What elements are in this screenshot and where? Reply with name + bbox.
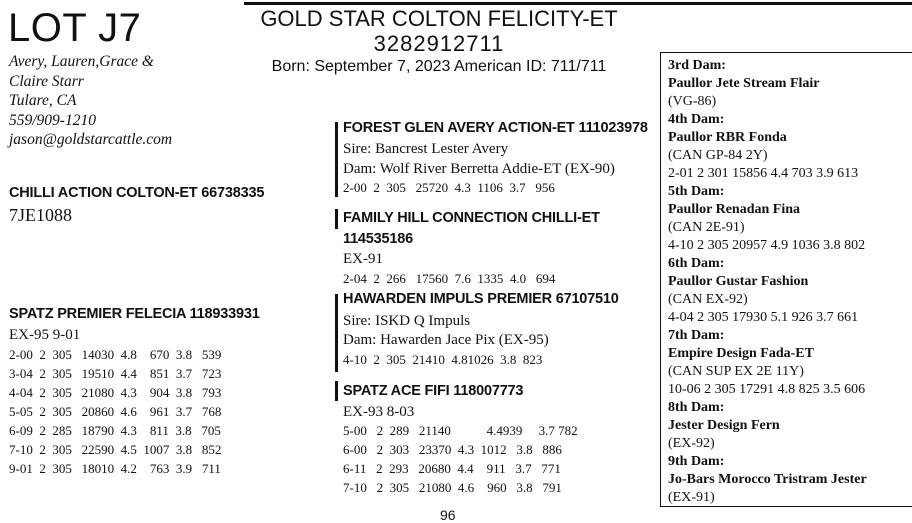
maternal-grandsire-sire: Sire: ISKD Q Impuls: [343, 313, 471, 329]
maternal-grandsire-dam: Dam: Hawarden Jace Pix (EX-95): [343, 332, 549, 348]
paternal-grandsire-record: 2-00 2 305 25720 4.3 1106 3.7 956: [343, 180, 555, 195]
dam-records: [9, 345, 221, 478]
owner-email: jason@goldstarcattle.com: [9, 131, 173, 148]
owner-line: Avery, Lauren,Grace &: [9, 53, 154, 70]
sire-id: 7JE1088: [9, 205, 72, 225]
maternal-granddam-name: SPATZ ACE FIFI 118007773: [343, 383, 524, 399]
dam-bracket: [335, 294, 338, 372]
owner-line: Claire Starr: [9, 72, 84, 90]
dam-name: Paullor Gustar Fashion: [668, 274, 809, 289]
paternal-grandsire-sire: Sire: Bancrest Lester Avery: [343, 141, 509, 157]
record-row: 7-10 2 305 21080 4.6 960 3.8 791: [343, 480, 562, 495]
dam-label: 8th Dam:: [668, 400, 725, 415]
paternal-grandsire-name: FOREST GLEN AVERY ACTION-ET 111023978: [343, 120, 648, 136]
dam-detail: (CAN 2E-91): [668, 220, 745, 235]
maternal-granddam-class: EX-93 8-03: [343, 404, 415, 420]
sire-bracket: [335, 122, 338, 197]
dam-detail: (EX-92): [668, 436, 715, 451]
dam-detail: (CAN GP-84 2Y): [668, 148, 768, 163]
maternal-grandsire-record: 4-10 2 305 21410 4.81026 3.8 823: [343, 352, 543, 367]
animal-born: Born: September 7, 2023 American ID: 711/711: [271, 58, 607, 75]
record-row: 5-00 2 289 21140 4.4939 3.7 782: [343, 423, 578, 438]
owner-location: Tulare, CA: [9, 92, 77, 109]
dam-name: Paullor Renadan Fina: [668, 202, 800, 217]
dam-detail: (CAN SUP EX 2E 11Y): [668, 364, 804, 379]
dam-class: EX-95 9-01: [9, 327, 81, 343]
dam-detail: (CAN EX-92): [668, 292, 748, 307]
dam-name: Jo-Bars Morocco Tristram Jester: [668, 472, 867, 487]
dam-detail: (EX-91): [668, 490, 715, 505]
dam-label: 7th Dam:: [668, 328, 725, 343]
maternal-granddam-records: [343, 421, 578, 497]
record-row: 7-10 2 305 22590 4.5 1007 3.8 852: [9, 442, 222, 457]
dam-dam-bracket: [335, 381, 338, 401]
dam-lineage-box: [660, 52, 912, 507]
paternal-granddam-class: EX-91: [343, 251, 383, 267]
page-number: 96: [440, 507, 456, 523]
record-row: 6-11 2 293 20680 4.4 911 3.7 771: [343, 461, 561, 476]
dam-name: SPATZ PREMIER FELECIA 118933931: [9, 306, 260, 322]
dam-name: Jester Design Fern: [668, 418, 780, 433]
record-row: 6-09 2 285 18790 4.3 811 3.8 705: [9, 423, 221, 438]
record-row: 4-04 2 305 21080 4.3 904 3.8 793: [9, 385, 222, 400]
dam-label: 3rd Dam:: [668, 58, 726, 73]
record-row: 6-00 2 303 23370 4.3 1012 3.8 886: [343, 442, 562, 457]
sire-name: CHILLI ACTION COLTON-ET 66738335: [9, 185, 265, 201]
paternal-grandsire-dam: Dam: Wolf River Berretta Addie-ET (EX-90): [343, 161, 615, 177]
record-row: 5-05 2 305 20860 4.6 961 3.7 768: [9, 404, 222, 419]
record-row: 3-04 2 305 19510 4.4 851 3.7 723: [9, 366, 222, 381]
dam-name: Paullor RBR Fonda: [668, 130, 787, 145]
dam-detail: 2-01 2 301 15856 4.4 703 3.9 613: [668, 166, 859, 181]
paternal-granddam-name: FAMILY HILL CONNECTION CHILLI-ET: [343, 210, 600, 226]
owner-phone: 559/909-1210: [9, 111, 96, 129]
sire-dam-bracket: [335, 209, 338, 229]
lot-number: LOT J7: [8, 6, 142, 50]
dam-label: 9th Dam:: [668, 454, 725, 469]
dam-name: Paullor Jete Stream Flair: [668, 76, 820, 91]
dam-label: 4th Dam:: [668, 112, 725, 127]
top-rule: [244, 2, 912, 5]
dam-detail: 10-06 2 305 17291 4.8 825 3.5 606: [668, 382, 866, 397]
animal-registration: 3282912711: [373, 31, 505, 56]
animal-name: GOLD STAR COLTON FELICITY-ET: [260, 6, 618, 31]
owner-info: [9, 52, 172, 150]
dam-label: 6th Dam:: [668, 256, 725, 271]
dam-detail: (VG-86): [668, 94, 717, 109]
dam-detail: 4-04 2 305 17930 5.1 926 3.7 661: [668, 310, 859, 325]
record-row: 2-00 2 305 14030 4.8 670 3.8 539: [9, 347, 222, 362]
dam-name: Empire Design Fada-ET: [668, 346, 814, 361]
dam-detail: 4-10 2 305 20957 4.9 1036 3.8 802: [668, 238, 866, 253]
paternal-granddam-record: 2-04 2 266 17560 7.6 1335 4.0 694: [343, 271, 556, 286]
maternal-grandsire-name: HAWARDEN IMPULS PREMIER 67107510: [343, 291, 619, 307]
animal-header: [244, 6, 634, 78]
dam-label: 5th Dam:: [668, 184, 725, 199]
paternal-granddam-reg: 114535186: [343, 231, 413, 247]
record-row: 9-01 2 305 18010 4.2 763 3.9 711: [9, 461, 221, 476]
